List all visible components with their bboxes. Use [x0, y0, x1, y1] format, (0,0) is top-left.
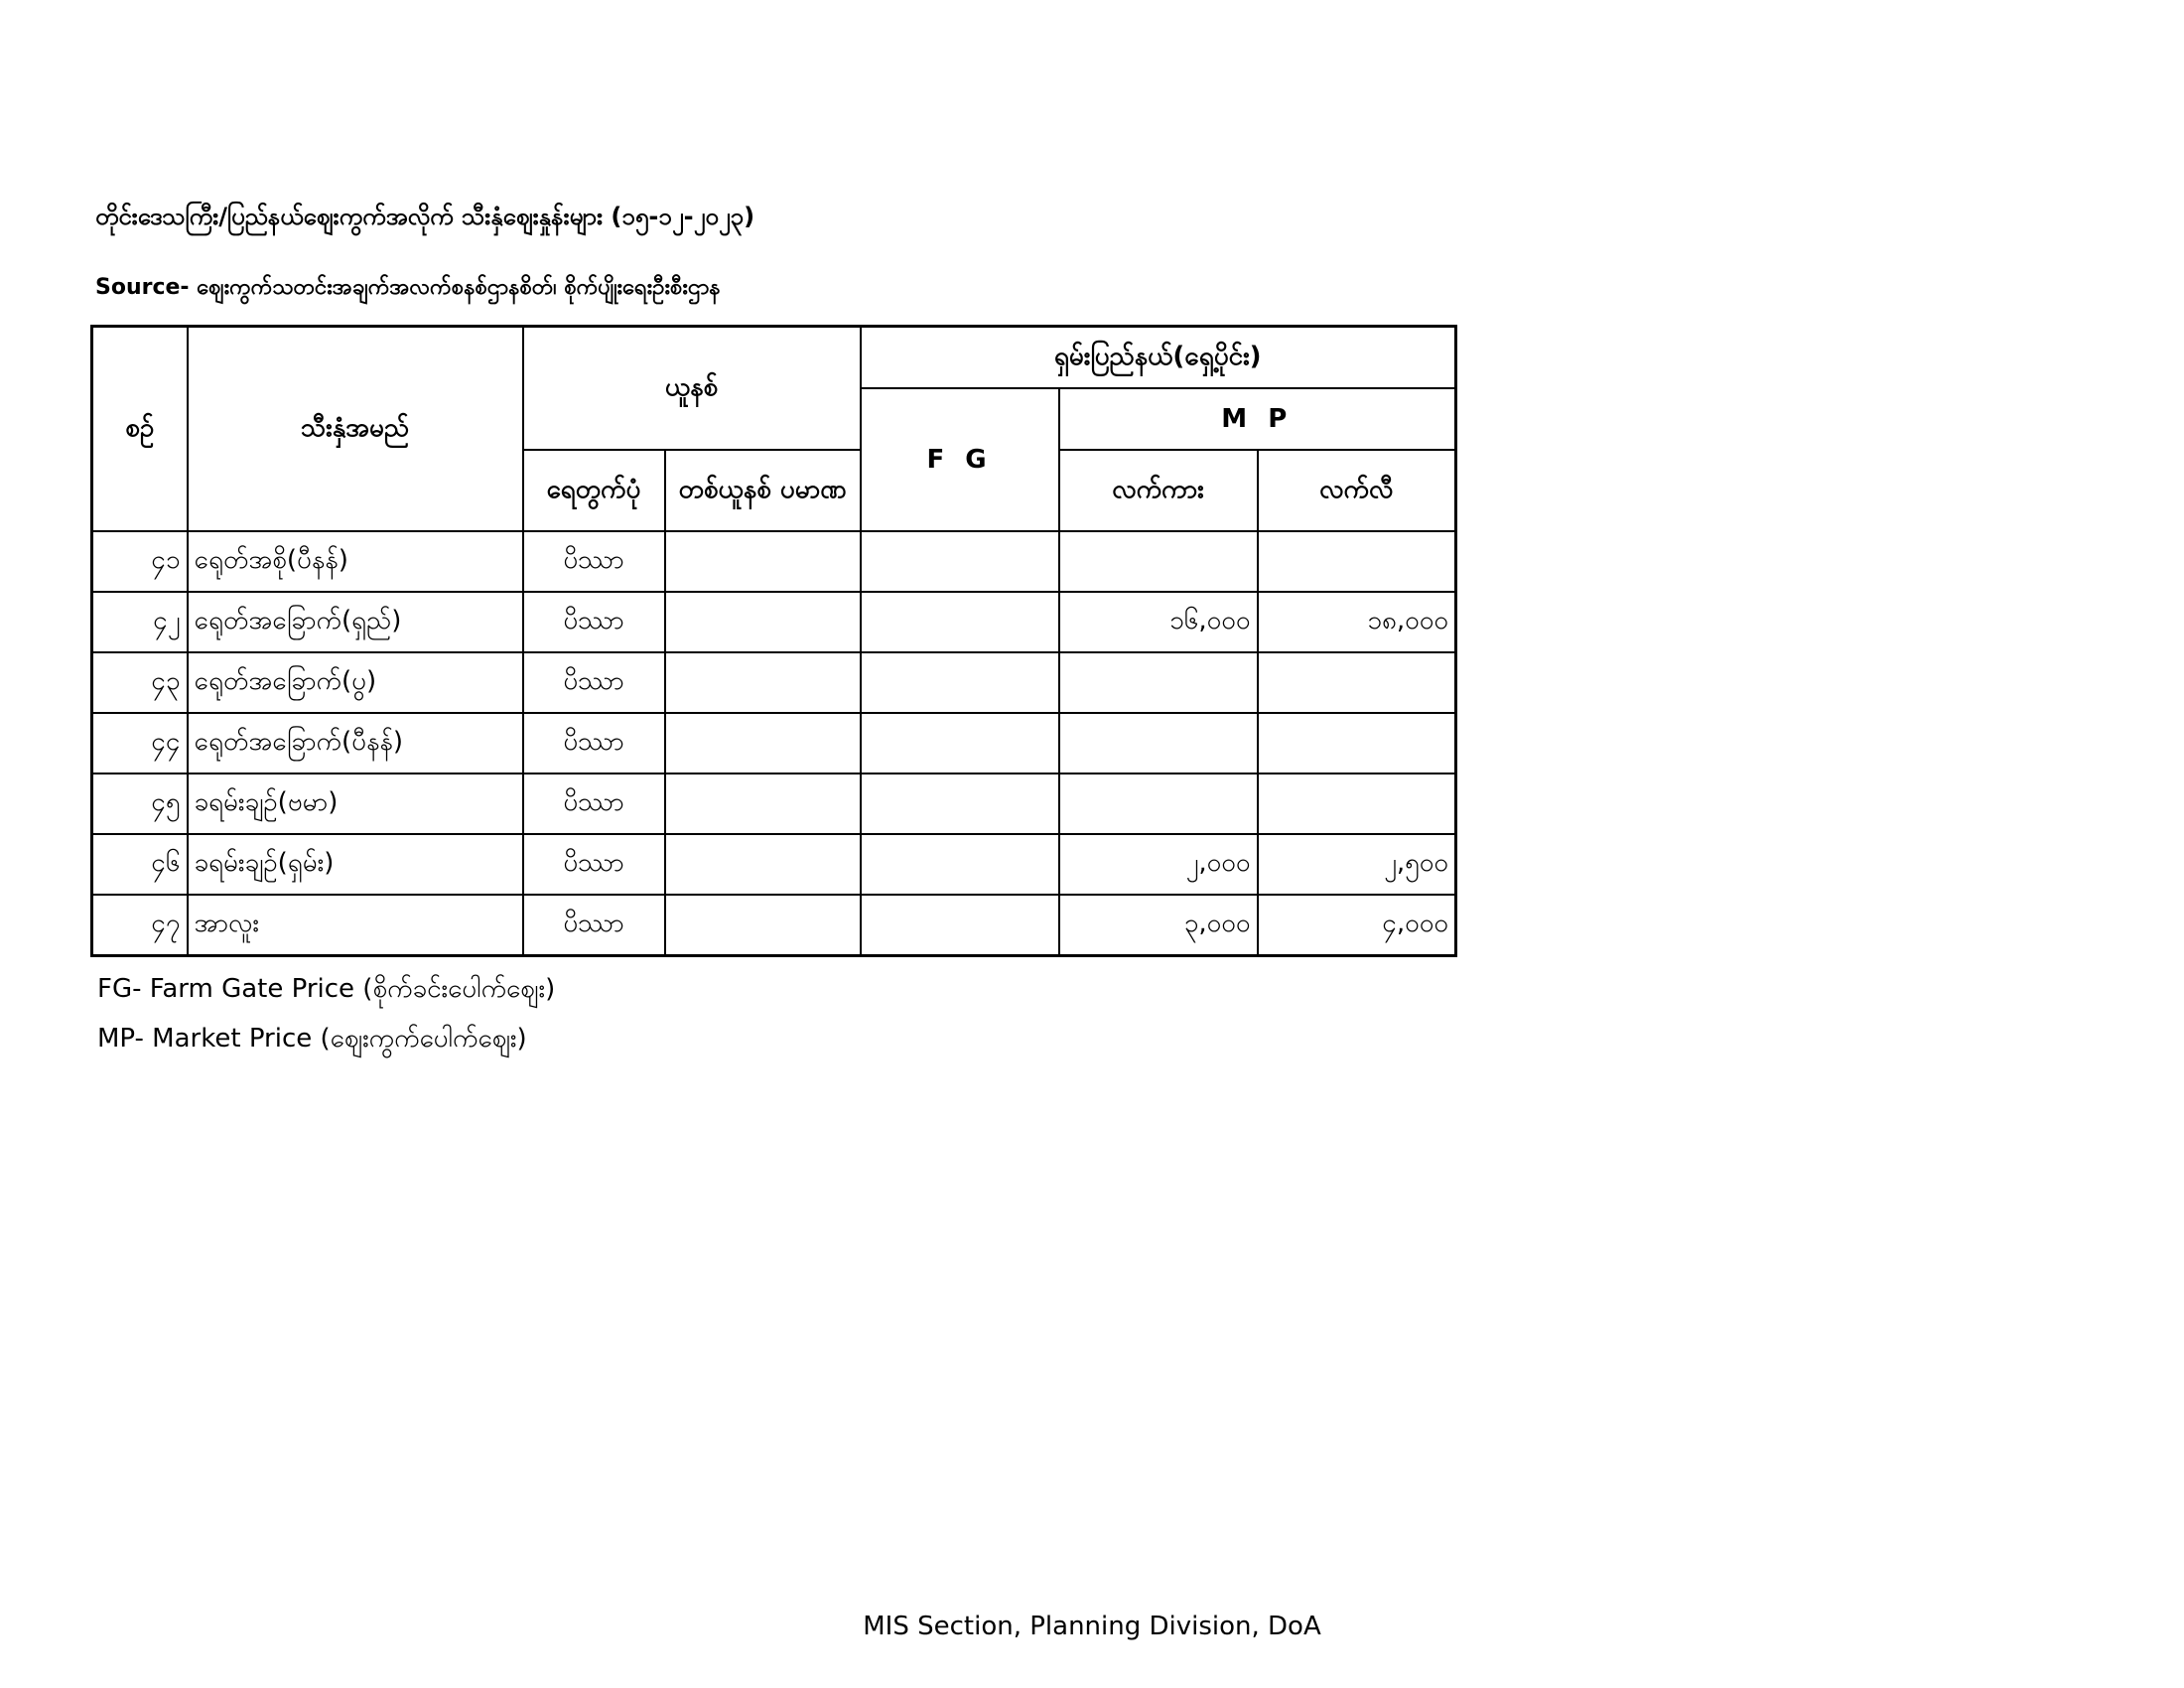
row-serial: ၄၁ — [92, 531, 188, 592]
row-crop-name: ရေုတ်အခြောက်(ပီနန်) — [188, 713, 523, 774]
table-row — [92, 652, 1456, 713]
row-unit: ပိဿာ — [523, 592, 665, 652]
row-wholesale — [1059, 531, 1258, 592]
row-crop-name: ခရမ်းချဉ်(ဗမာ) — [188, 774, 523, 834]
row-serial: ၄၄ — [92, 713, 188, 774]
row-retail — [1258, 713, 1456, 774]
row-per-unit — [665, 895, 861, 956]
row-serial: ၄၅ — [92, 774, 188, 834]
row-per-unit — [665, 652, 861, 713]
header-mp: M P — [1059, 388, 1456, 450]
price-table — [90, 325, 1457, 957]
row-retail — [1258, 774, 1456, 834]
row-serial: ၄၇ — [92, 895, 188, 956]
row-retail: ၄,၀၀၀ — [1258, 895, 1456, 956]
row-per-unit — [665, 531, 861, 592]
header-serial: စဉ် — [92, 327, 188, 532]
legend-fg: FG- Farm Gate Price (စိုက်ခင်းပေါက်ဈေး) — [97, 974, 556, 1004]
table-row — [92, 895, 1456, 956]
row-fg — [861, 895, 1059, 956]
row-wholesale: ၁၆,၀၀၀ — [1059, 592, 1258, 652]
row-per-unit — [665, 592, 861, 652]
row-wholesale: ၂,၀၀၀ — [1059, 834, 1258, 895]
row-serial: ၄၆ — [92, 834, 188, 895]
row-fg — [861, 713, 1059, 774]
row-unit: ပိဿာ — [523, 652, 665, 713]
row-wholesale — [1059, 713, 1258, 774]
header-crop-name: သီးနှံအမည် — [188, 327, 523, 532]
row-retail — [1258, 652, 1456, 713]
row-wholesale — [1059, 774, 1258, 834]
row-fg — [861, 592, 1059, 652]
row-retail — [1258, 531, 1456, 592]
row-crop-name: အာလူး — [188, 895, 523, 956]
row-crop-name: ရေုတ်အခြောက်(ရှည်) — [188, 592, 523, 652]
row-per-unit — [665, 834, 861, 895]
row-crop-name: ခရမ်းချဉ်(ရှမ်း) — [188, 834, 523, 895]
row-unit: ပိဿာ — [523, 531, 665, 592]
header-unit-per-weight: တစ်ယူနစ် ပမာဏ — [665, 450, 861, 531]
row-serial: ၄၃ — [92, 652, 188, 713]
row-fg — [861, 652, 1059, 713]
legend-mp: MP- Market Price (ဈေးကွက်ပေါက်ဈေး) — [97, 1024, 527, 1054]
row-crop-name: ရေုတ်အစို(ပီနန်) — [188, 531, 523, 592]
row-unit: ပိဿာ — [523, 834, 665, 895]
table-row — [92, 834, 1456, 895]
row-unit: ပိဿာ — [523, 895, 665, 956]
row-serial: ၄၂ — [92, 592, 188, 652]
document-title: တိုင်းဒေသကြီး/ပြည်နယ်ဈေးကွက်အလိုက် သီးနှံဈေးနှုန်းများ (၁၅-၁၂-၂၀၂၃) — [95, 203, 755, 230]
header-wholesale: လက်ကား — [1059, 450, 1258, 531]
row-crop-name: ရေုတ်အခြောက်(ပွ) — [188, 652, 523, 713]
row-unit: ပိဿာ — [523, 774, 665, 834]
table-row — [92, 531, 1456, 592]
row-wholesale — [1059, 652, 1258, 713]
table-row — [92, 713, 1456, 774]
table-row — [92, 774, 1456, 834]
table-row — [92, 592, 1456, 652]
page-footer: MIS Section, Planning Division, DoA — [863, 1612, 1321, 1641]
row-per-unit — [665, 713, 861, 774]
header-retail: လက်လီ — [1258, 450, 1456, 531]
header-unit-group: ယူနစ် — [523, 327, 861, 451]
row-unit: ပိဿာ — [523, 713, 665, 774]
row-per-unit — [665, 774, 861, 834]
row-retail: ၂,၅၀၀ — [1258, 834, 1456, 895]
row-retail: ၁၈,၀၀၀ — [1258, 592, 1456, 652]
row-fg — [861, 531, 1059, 592]
header-region: ရှမ်းပြည်နယ်(ရှေ့ပိုင်း) — [861, 327, 1456, 389]
source-line: Source- ဈေးကွက်သတင်းအချက်အလက်စနစ်ဌာနစိတ်၊ စိုက်ပျိုးရေးဦးစီးဌာန — [95, 275, 721, 300]
header-unit-local: ရေတွက်ပုံ — [523, 450, 665, 531]
header-fg: F G — [861, 388, 1059, 531]
row-fg — [861, 774, 1059, 834]
row-wholesale: ၃,၀၀၀ — [1059, 895, 1258, 956]
row-fg — [861, 834, 1059, 895]
